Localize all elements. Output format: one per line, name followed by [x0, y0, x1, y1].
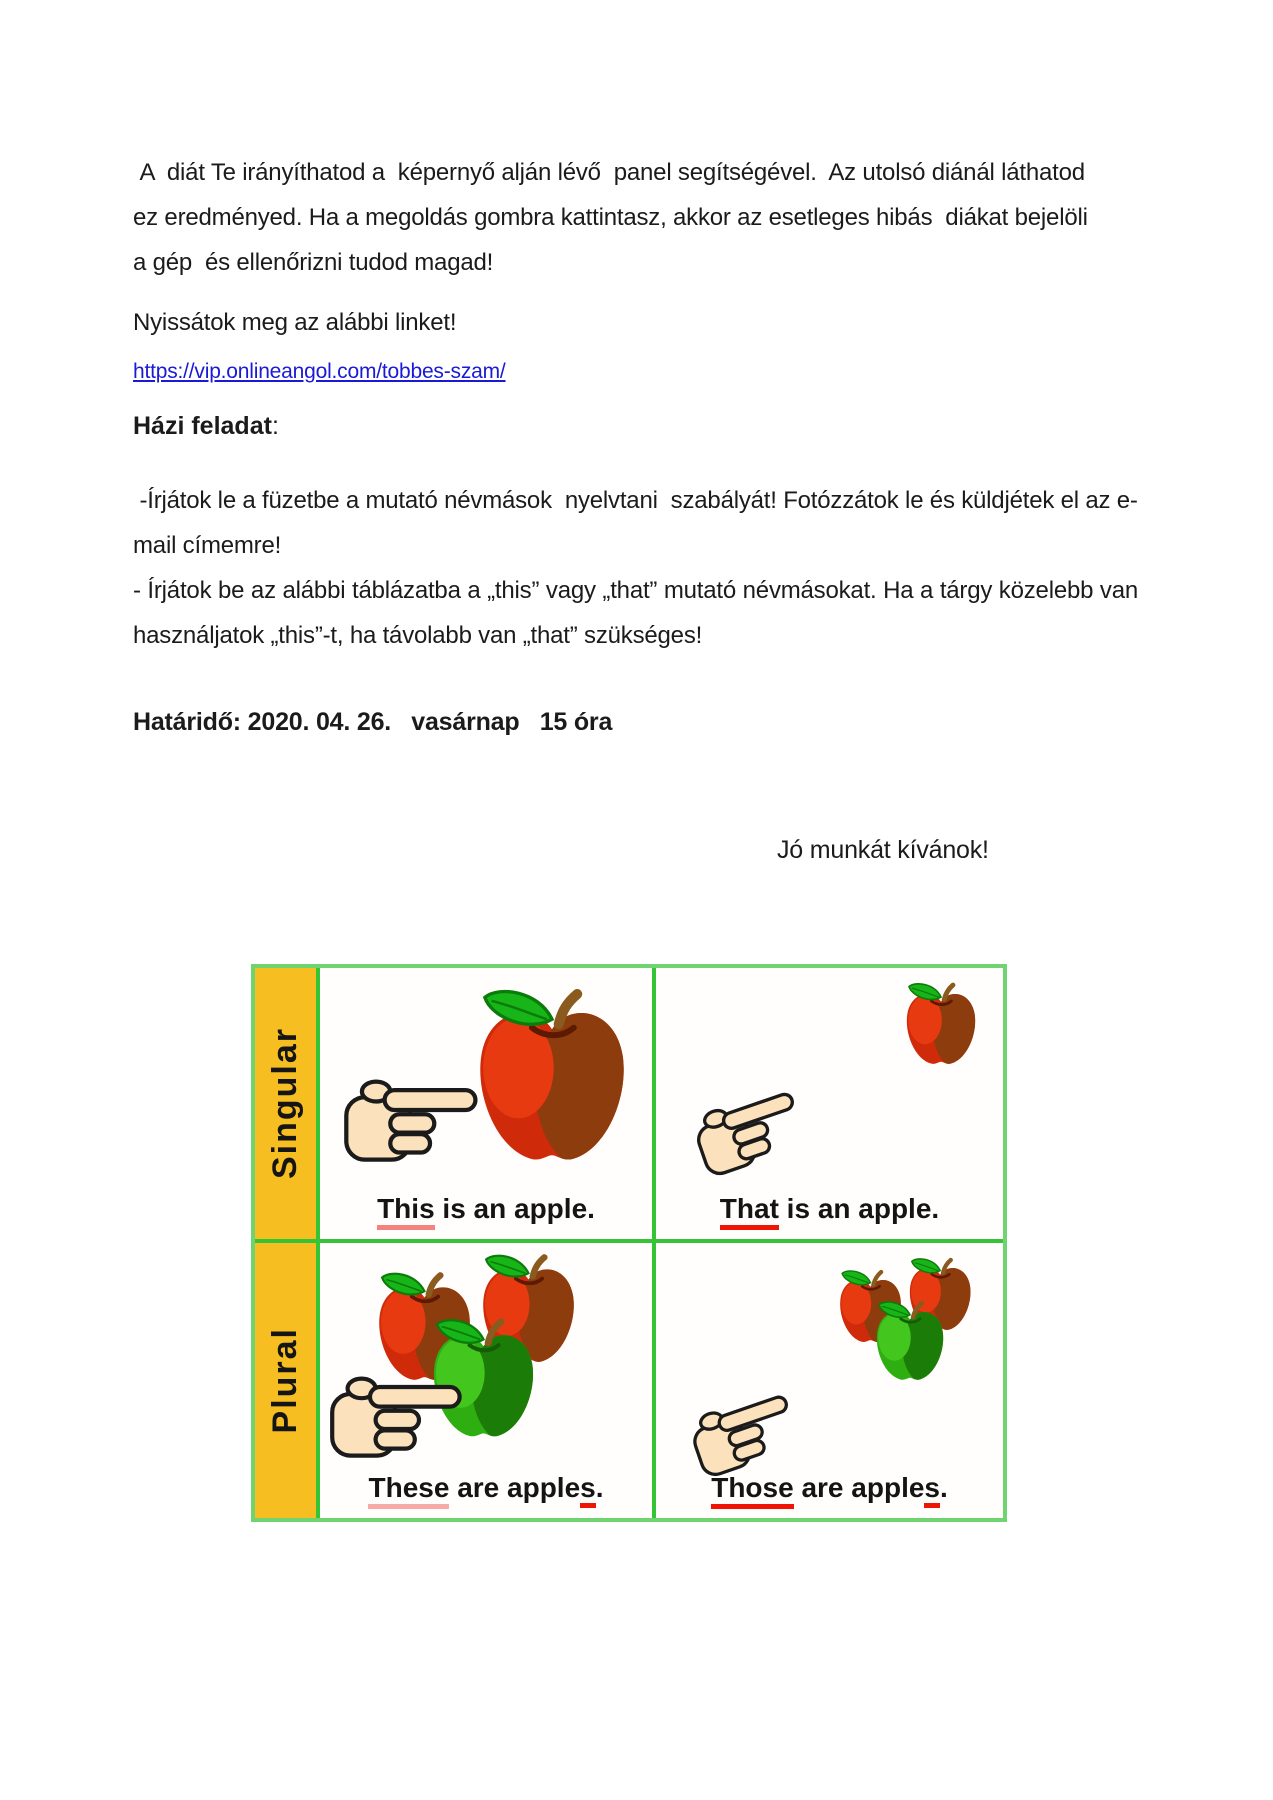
row-header-singular	[255, 968, 320, 1243]
pointing-hand-icon	[328, 1363, 468, 1467]
caption-rest: is an apple.	[778, 1193, 940, 1224]
caption-period: .	[940, 1472, 948, 1503]
homework-link[interactable]: https://vip.onlineangol.com/tobbes-szam/	[133, 360, 506, 383]
cell-these	[320, 1243, 656, 1518]
caption-plural-s: s	[580, 1472, 596, 1508]
intro-paragraph: A diát Te irányíthatod a képernyő alján lévő panel segítségével. Az utolsó diánál láthatod ez eredményed. Ha a megoldás gombra kattintasz, akkor az esetleges hibás diákat bejelöli a gép és ellenőrizni tudod magad!	[133, 159, 1095, 276]
demonstratives-table-image	[251, 964, 1007, 1522]
cell-that	[656, 968, 1003, 1243]
caption-rest: is an apple.	[434, 1193, 595, 1224]
caption-word: Those	[711, 1472, 793, 1509]
caption-those	[656, 1472, 1003, 1504]
caption-plural-s: s	[924, 1472, 940, 1508]
tasks-block	[133, 478, 1138, 658]
caption-these	[320, 1472, 652, 1504]
open-link-line: Nyissátok meg az alábbi linket!	[133, 309, 457, 336]
row-header-singular-label: Singular	[266, 1027, 304, 1180]
task-item-2: - Írjátok be az alábbi táblázatba a „this” vagy „that” mutató névmásokat. Ha a tárgy közelebb van használjatok „this”-t, ha távolabb van „that” szükséges!	[133, 577, 1138, 649]
task-item-1: -Írjátok le a füzetbe a mutató névmások nyelvtani szabályát! Fotózzátok le és küldjétek el az e-mail címemre!	[133, 487, 1138, 559]
cell-this	[320, 968, 656, 1243]
caption-rest: are apple	[449, 1472, 581, 1503]
pointing-hand-icon	[684, 1072, 817, 1187]
deadline-line: Határidő: 2020. 04. 26. vasárnap 15 óra	[133, 708, 613, 736]
caption-word: This	[377, 1193, 435, 1230]
small-red-apple-image	[901, 980, 981, 1070]
homework-heading: Házi feladat	[133, 412, 272, 440]
link-line	[133, 360, 506, 384]
small-apple-cluster-image	[831, 1253, 983, 1395]
red-apple-image	[468, 984, 636, 1172]
caption-this	[320, 1193, 652, 1225]
homework-heading-line	[133, 412, 279, 441]
homework-heading-colon: :	[271, 412, 279, 440]
caption-word: That	[720, 1193, 779, 1230]
closing-line: Jó munkát kívánok!	[777, 836, 989, 864]
cell-those	[656, 1243, 1003, 1518]
pointing-hand-icon	[680, 1375, 810, 1487]
caption-word: These	[368, 1472, 449, 1509]
pointing-hand-icon	[342, 1066, 484, 1171]
row-header-plural-label: Plural	[266, 1327, 304, 1434]
caption-rest: are apple	[793, 1472, 925, 1503]
caption-period: .	[595, 1472, 604, 1503]
caption-that	[656, 1193, 1003, 1225]
row-header-plural	[255, 1243, 320, 1518]
